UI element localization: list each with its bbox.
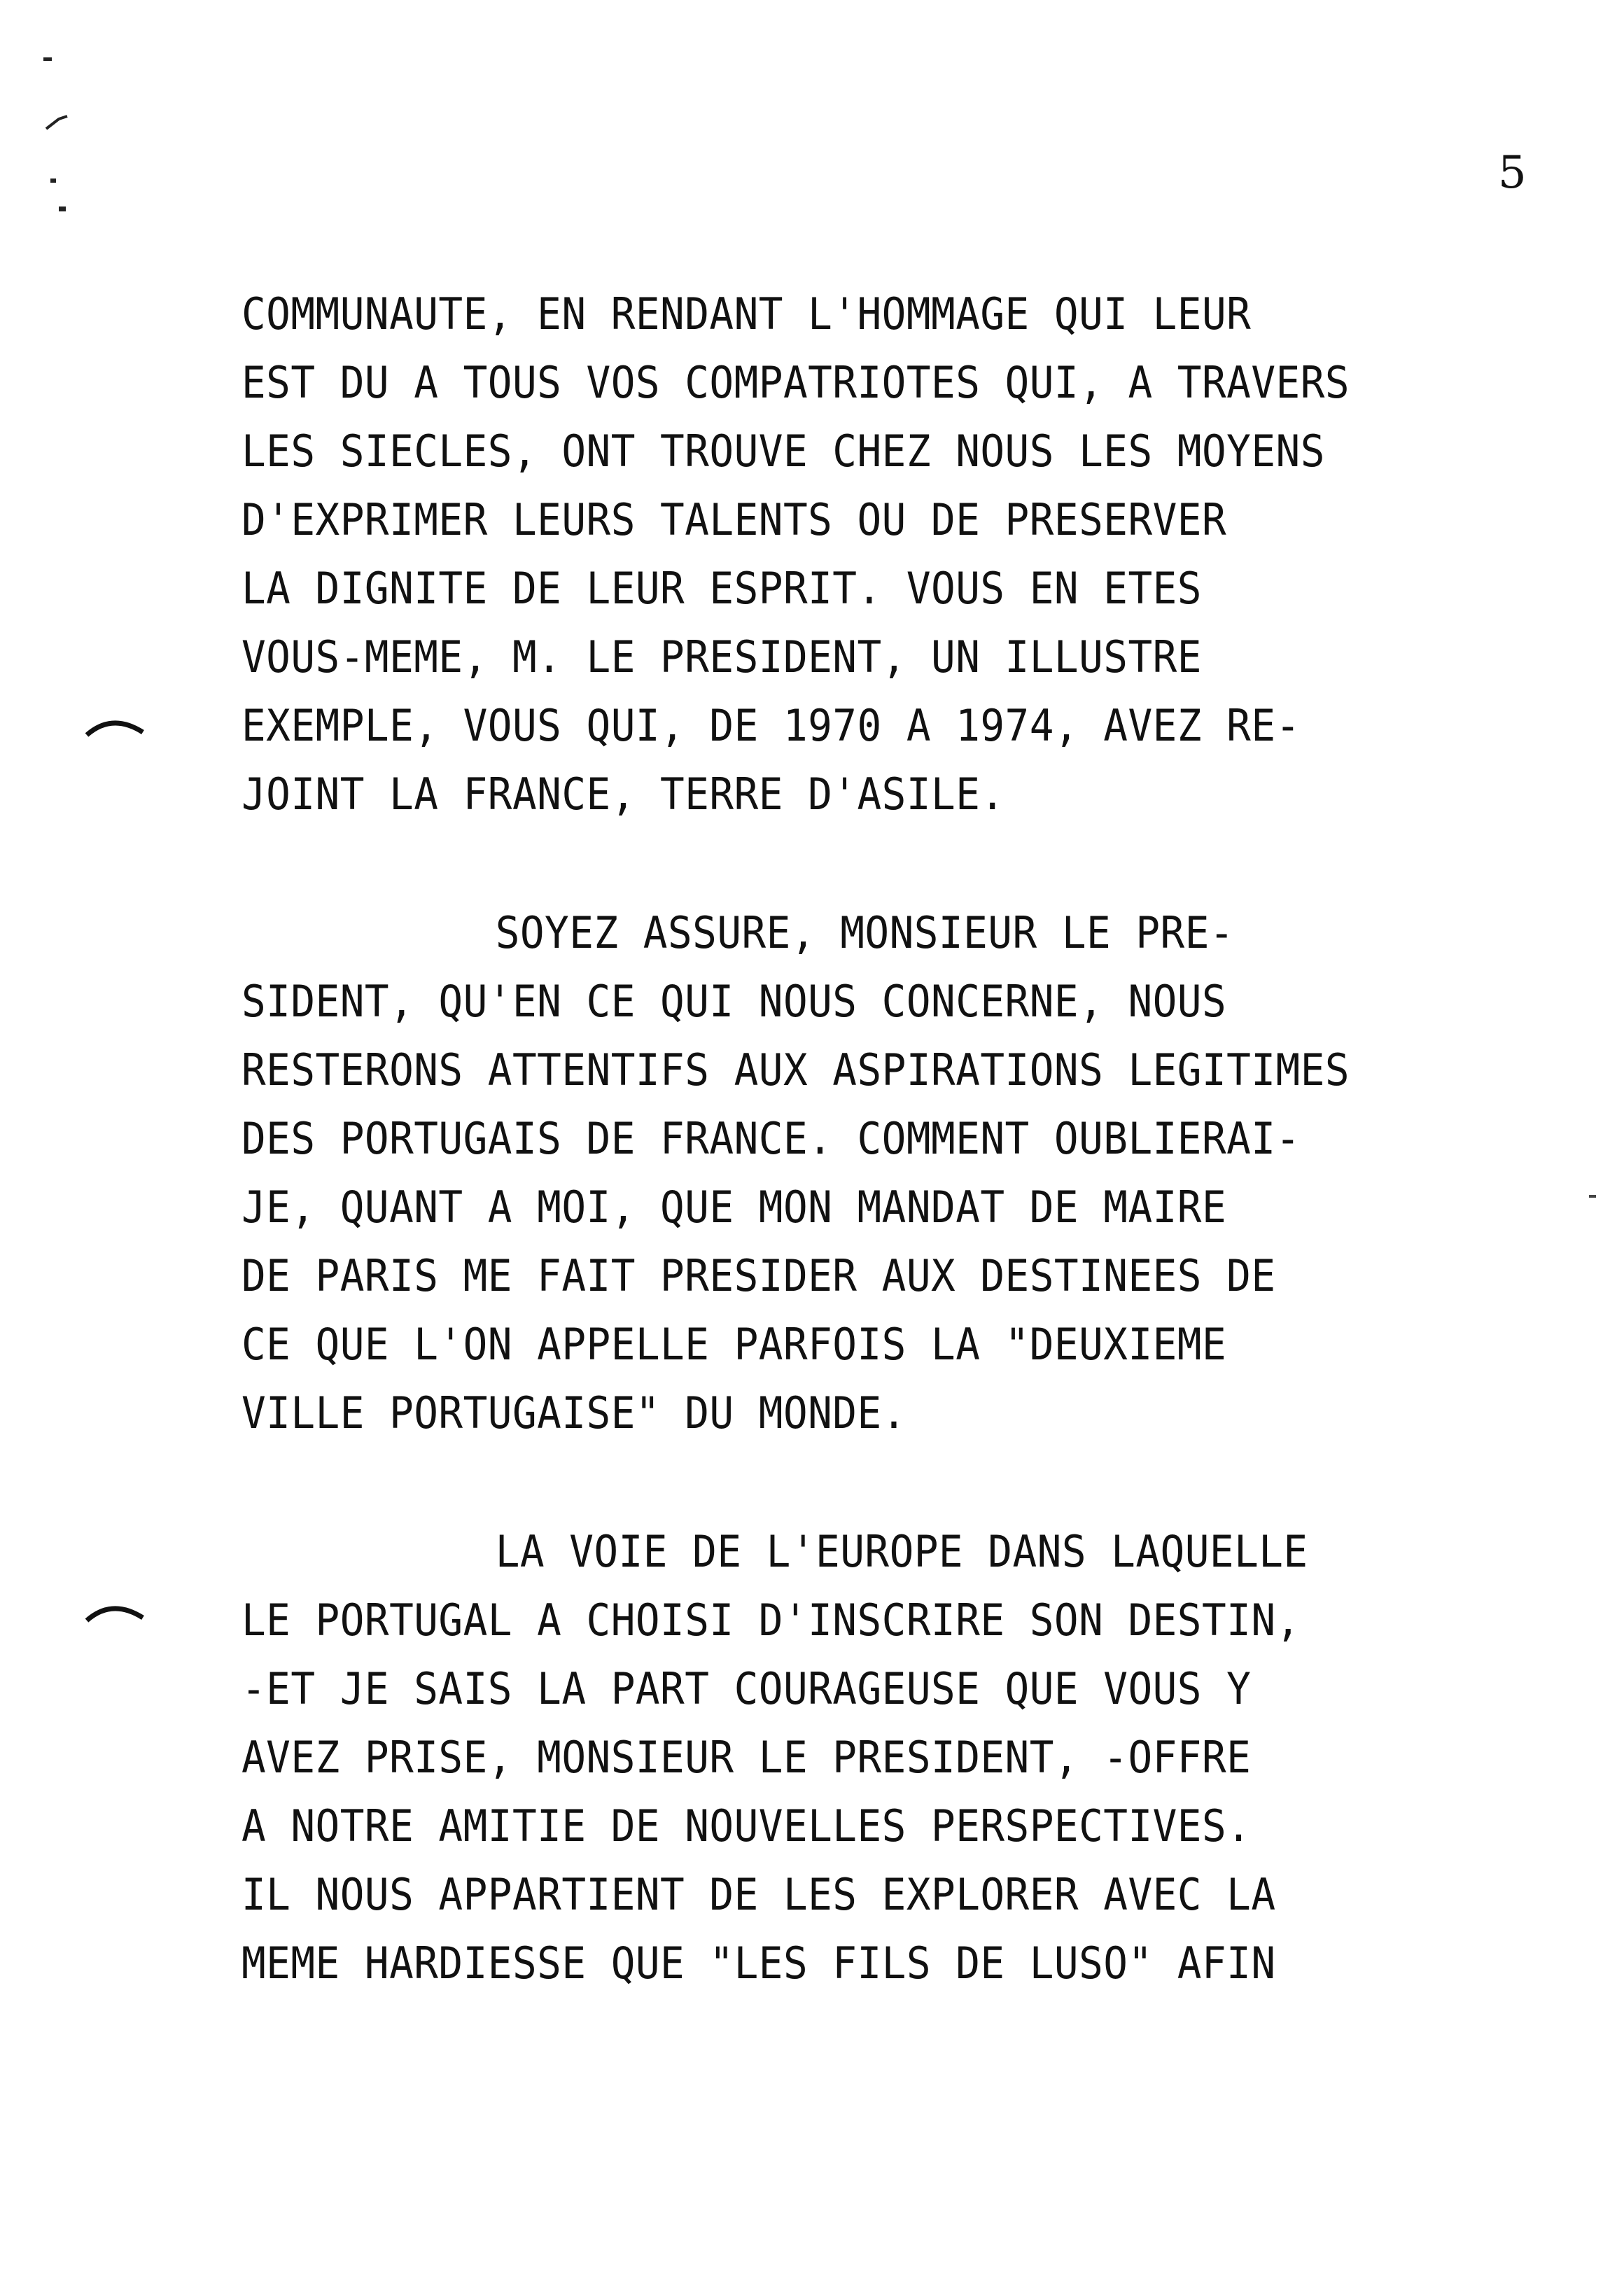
margin-arc-mark (84, 1592, 147, 1628)
text-line: A NOTRE AMITIE DE NOUVELLES PERSPECTIVES. (241, 1800, 1252, 1851)
text-line: VOUS-MEME, M. LE PRESIDENT, UN ILLUSTRE (241, 631, 1202, 682)
text-line: DES PORTUGAIS DE FRANCE. COMMENT OUBLIERAI- (241, 1113, 1301, 1164)
text-line: DE PARIS ME FAIT PRESIDER AUX DESTINEES DE (241, 1250, 1276, 1301)
text-line: LES SIECLES, ONT TROUVE CHEZ NOUS LES MOYENS (241, 426, 1325, 477)
text-line: AVEZ PRISE, MONSIEUR LE PRESIDENT, -OFFRE (241, 1732, 1252, 1783)
margin-dash-mark (1589, 1194, 1603, 1200)
text-line: RESTERONS ATTENTIFS AUX ASPIRATIONS LEGITIMES (241, 1044, 1350, 1096)
text-line: IL NOUS APPARTIENT DE LES EXPLORER AVEC LA (241, 1869, 1276, 1920)
text-line: MEME HARDIESSE QUE "LES FILS DE LUSO" AFIN (241, 1938, 1276, 1989)
text-line: SIDENT, QU'EN CE QUI NOUS CONCERNE, NOUS (241, 976, 1227, 1027)
text-line: EXEMPLE, VOUS QUI, DE 1970 A 1974, AVEZ RE- (241, 700, 1301, 751)
text-line: CE QUE L'ON APPELLE PARFOIS LA "DEUXIEME (241, 1319, 1227, 1370)
page-number: 5 (1498, 147, 1527, 199)
text-line: VILLE PORTUGAISE" DU MONDE. (241, 1387, 906, 1438)
margin-arc-mark (84, 707, 147, 742)
text-line: COMMUNAUTE, EN RENDANT L'HOMMAGE QUI LEUR (241, 288, 1252, 340)
margin-dots-mark (50, 178, 71, 220)
text-line: SOYEZ ASSURE, MONSIEUR LE PRE- (495, 907, 1235, 958)
text-line: LA VOIE DE L'EUROPE DANS LAQUELLE (495, 1526, 1308, 1577)
text-line: LA DIGNITE DE LEUR ESPRIT. VOUS EN ETES (241, 563, 1202, 614)
text-line: D'EXPRIMER LEURS TALENTS OU DE PRESERVER (241, 494, 1227, 545)
text-line: JE, QUANT A MOI, QUE MON MANDAT DE MAIRE (241, 1182, 1227, 1233)
margin-tick-mark (43, 112, 71, 133)
text-line: JOINT LA FRANCE, TERRE D'ASILE. (241, 769, 1005, 820)
paragraph (241, 1518, 1478, 1998)
body-text (241, 280, 1478, 1998)
text-line: EST DU A TOUS VOS COMPATRIOTES QUI, A TRAVERS (241, 357, 1350, 408)
margin-dash-mark (43, 56, 57, 63)
text-line: LE PORTUGAL A CHOISI D'INSCRIRE SON DESTIN, (241, 1595, 1301, 1646)
paragraph (241, 280, 1478, 829)
text-line: -ET JE SAIS LA PART COURAGEUSE QUE VOUS Y (241, 1663, 1252, 1714)
paragraph (241, 899, 1478, 1448)
